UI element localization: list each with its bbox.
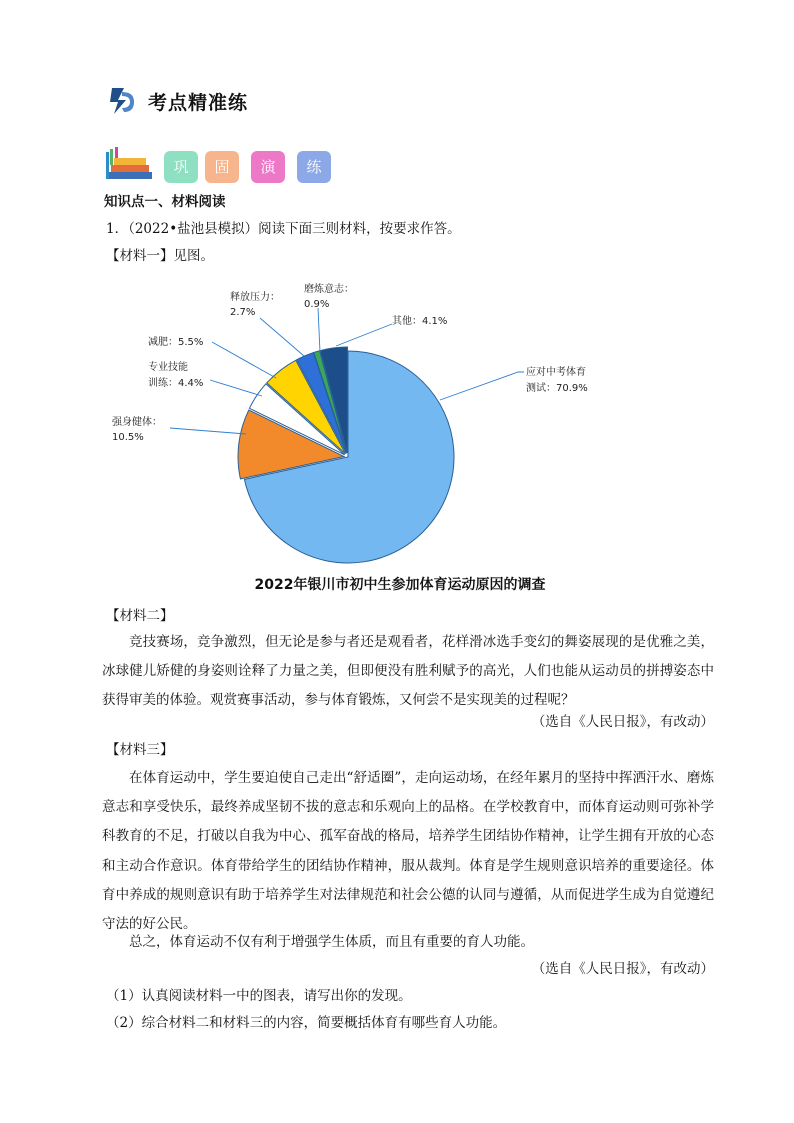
material3-source: （选自《人民日报》，有改动） [531, 961, 714, 977]
label-main-1: 应对中考体育 [526, 367, 586, 378]
badge-yan: 演 [251, 151, 285, 183]
material2-label: 【材料二】 [106, 608, 174, 624]
label-will-2: 0.9% [304, 299, 330, 310]
badge-gong: 巩 [164, 151, 198, 183]
label-other: 其他：4.1% [392, 316, 448, 327]
books-icon [104, 146, 160, 184]
leader-main [440, 372, 524, 400]
label-skill-2: 训练：4.4% [148, 378, 204, 389]
label-stress-1: 释放压力： [230, 292, 280, 303]
leader-stress [260, 318, 304, 356]
material3-summary: 总之，体育运动不仅有利于增强学生体质，而且有重要的育人功能。 [129, 934, 534, 950]
label-will-1: 磨炼意志： [304, 284, 354, 295]
chart-title: 2022年银川市初中生参加体育运动原因的调查 [254, 577, 546, 593]
material2-source: （选自《人民日报》，有改动） [531, 714, 714, 730]
material3-label: 【材料三】 [106, 742, 174, 758]
label-skill-1: 专业技能 [148, 362, 188, 373]
label-fit-1: 强身健体： [112, 417, 162, 428]
label-stress-2: 2.7% [230, 307, 256, 318]
material3-text: 在体育运动中，学生要迫使自己走出“舒适圈”，走向运动场，在经年累月的坚持中挥洒汗水、磨炼意志和享受快乐，最终养成坚韧不拔的意志和乐观向上的品格。在学校教育中，而体育运动则可弥补学科教育的不足，打破以自我为中心、孤军奋战的格局，培养学生团结协作精神，让学生拥有开放的心态和主动合作意识。体育带给学生的团结协作精神，服从裁判。体育是学生规则意识培养的重要途径。体育中养成的规则意识有助于培养学生对法律规范和社会公德的认同与遵循，从而促进学生成为自觉遵纪守法的好公民。 [102, 770, 714, 933]
leader-fit [170, 428, 246, 434]
label-main-2: 测试：70.9% [526, 383, 588, 394]
page-title: 考点精准练 [148, 92, 249, 114]
task-2: （2）综合材料二和材料三的内容，简要概括体育有哪些育人功能。 [106, 1015, 507, 1031]
section-title: 知识点一、材料阅读 [104, 194, 226, 210]
question-intro: 1．（2022•盐池县模拟）阅读下面三则材料，按要求作答。 [106, 221, 461, 237]
leader-skill [210, 380, 262, 396]
label-fit-2: 10.5% [112, 432, 144, 443]
leader-other [336, 324, 392, 346]
pie-chart [100, 272, 660, 572]
badge-gu: 固 [205, 151, 239, 183]
badge-lian: 练 [297, 151, 331, 183]
header-logo-icon [104, 82, 138, 116]
leader-will [318, 308, 320, 352]
material1-label: 【材料一】见图。 [106, 248, 214, 264]
task-1: （1）认真阅读材料一中的图表，请写出你的发现。 [106, 988, 412, 1004]
leader-diet [212, 342, 276, 378]
material2-text: 竞技赛场，竞争激烈，但无论是参与者还是观看者，花样滑冰选手变幻的舞姿展现的是优雅之美，冰球健儿矫健的身姿则诠释了力量之美，但即便没有胜利赋予的高光，人们也能从运动员的拼搏姿态中获得审美的体验。观赏赛事活动，参与体育锻炼，又何尝不是实现美的过程呢？ [102, 634, 714, 709]
label-diet: 减肥：5.5% [148, 337, 204, 348]
